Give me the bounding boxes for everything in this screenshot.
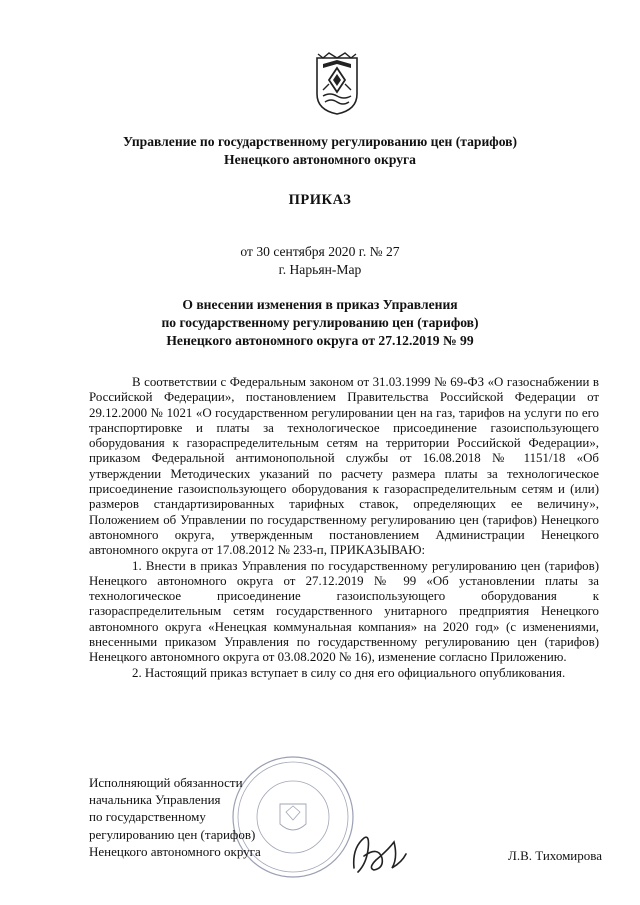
handwritten-signature — [348, 828, 410, 878]
clause-2-paragraph: 2. Настоящий приказ вступает в силу со дня его официального опубликования. — [132, 665, 566, 680]
order-date-number: от 30 сентября 2020 г. № 27 — [240, 244, 400, 259]
authority-line-1: Управление по государственному регулированию цен (тарифов) — [122, 134, 518, 149]
document-type: ПРИКАЗ — [288, 192, 352, 208]
position-line-1: Исполняющий обязанности — [89, 775, 243, 790]
order-place: г. Нарьян-Мар — [278, 262, 362, 277]
subject-line-3: Ненецкого автономного округа от 27.12.2019 № 99 — [166, 333, 474, 348]
position-line-3: по государственному — [89, 809, 206, 825]
clause-1-paragraph: 1. Внести в приказ Управления по государственному регулированию цен (тарифов) Ненецкого автономного округа от 27.12.2019 № 99 «Об установлении платы за технологическое присоединение газоиспользующего оборудования к газораспределительным сетям государственного унитарного предприятия Ненецкого автономного округа «Ненецкая коммунальная компания» на 2020 год» (с изменениями, внесенными приказом Управления по государственному регулированию цен (тарифов) Ненецкого автономного округа от 03.08.2020 № 16), изменение согласно Приложению. — [89, 558, 599, 665]
authority-line-2: Ненецкого автономного округа — [224, 152, 416, 167]
coat-of-arms-icon — [315, 50, 359, 116]
order-subject — [0, 296, 640, 350]
preamble-paragraph: В соответствии с Федеральным законом от 31.03.1999 № 69-ФЗ «О газоснабжении в Российской Федерации», постановлением Правительства Российской Федерации от 29.12.2000 № 1021 «О государственном регулировании цен на газ, тарифов на услуги по его транспортировке и платы за технологическое присоединение газоиспользующего оборудования к газораспределительным сетям на территории Российской Федерации», приказом Федеральной антимонопольной службы от 16.08.2018 № 1151/18 «Об утверждении Методических указаний по расчету размера платы за технологическое присоединение газоиспользующего оборудования к газораспределительным сетям и (или) размеров стандартизированных тарифных ставок, определяющих ее величину», Положением об Управлении по государственному регулированию цен (тарифов) Ненецкого автономного округа, утвержденным постановлением Администрации Ненецкого автономного округа от 17.08.2012 № 233-п, ПРИКАЗЫВАЮ: — [89, 375, 599, 558]
issuing-authority — [0, 133, 640, 169]
subject-line-2: по государственному регулированию цен (тарифов) — [161, 315, 479, 330]
position-line-4: регулированию цен (тарифов) — [89, 826, 256, 842]
subject-line-1: О внесении изменения в приказ Управления — [182, 297, 458, 312]
date-and-place — [0, 243, 640, 279]
signatory-position — [89, 774, 261, 860]
signer-name: Л.В. Тихомирова — [508, 848, 602, 863]
position-line-2: начальника Управления — [89, 792, 221, 808]
position-line-5: Ненецкого автономного округа — [89, 843, 261, 859]
order-body — [89, 375, 599, 681]
